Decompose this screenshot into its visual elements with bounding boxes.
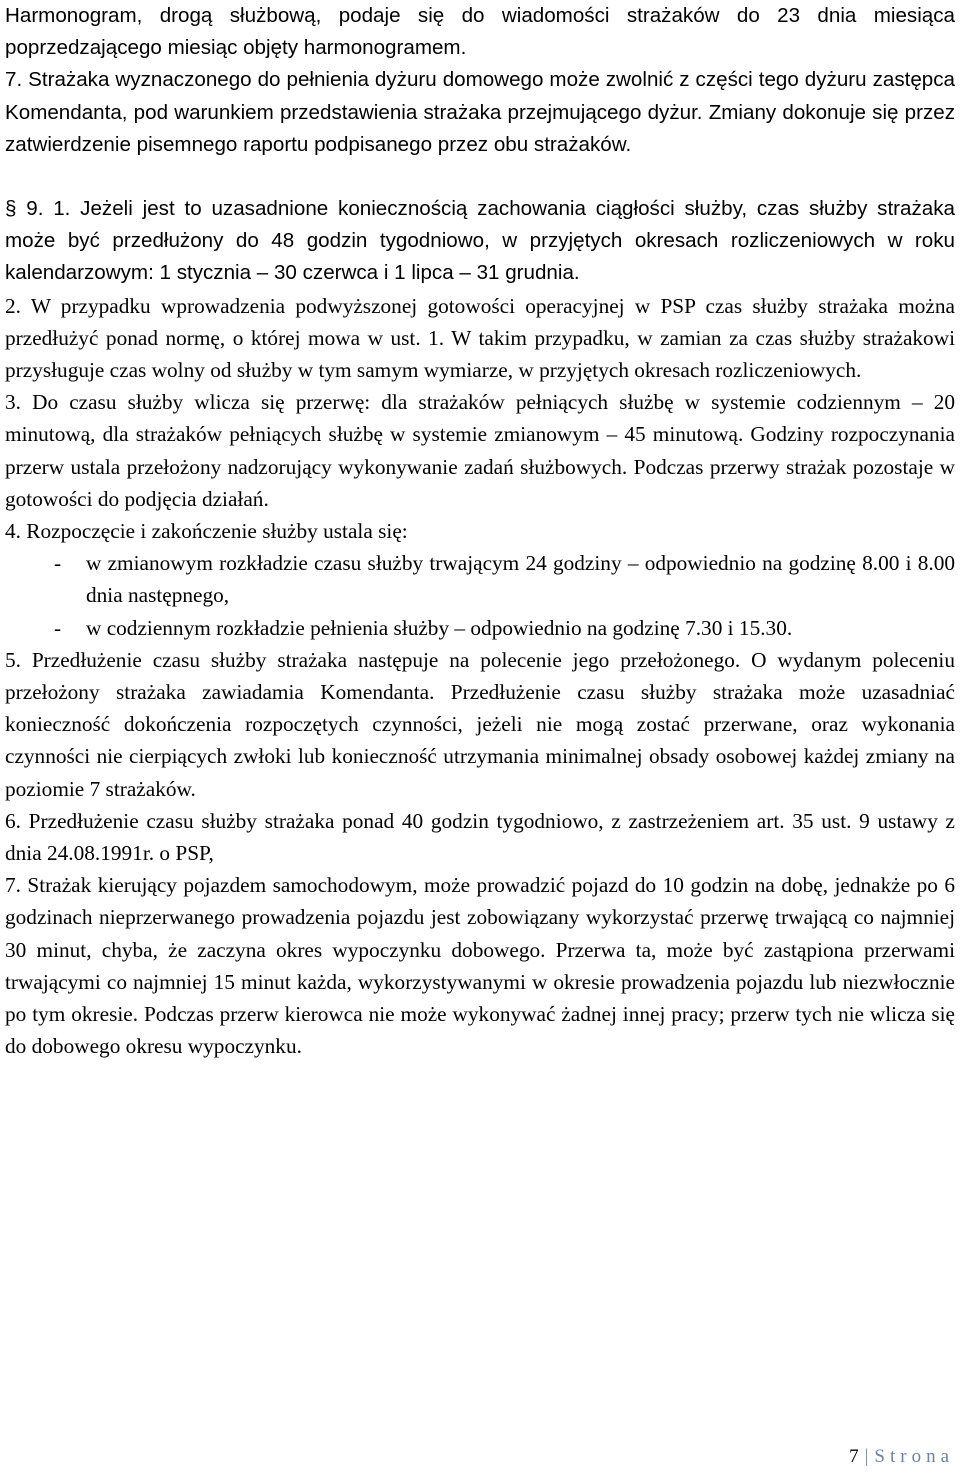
paragraph-harmonogram: Harmonogram, drogą służbową, podaje się do wiadomości strażaków do 23 dnia miesiąca poprzedzającego miesiąc objęty harmonogramem. <box>5 4 955 60</box>
section-9-paragraph-7: 7. Strażak kierujący pojazdem samochodowym, może prowadzić pojazd do 10 godzin na dobę, jednakże po 6 godzinach nieprzerwanego prowadzenia pojazdu jest zobowiązany wykorzystać przerwę trwającą co najmniej 30 minut, chyba, że zaczyna okres wypoczynku dobowego. Przerwa ta, może być zastąpiona przerwami trwającymi co najmniej 15 minut każda, wykorzystywanymi w okresie prowadzenia pojazdu lub niezwłocznie po tym okresie. Podczas przerw kierowca nie może wykonywać żadnej innej pracy; przerw tych nie wlicza się do dobowego okresu wypoczynku. <box>5 873 955 1059</box>
list-item-text: w codziennym rozkładzie pełnienia służby – odpowiednio na godzinę 7.30 i 15.30. <box>86 615 793 640</box>
page-footer <box>849 1446 954 1468</box>
section-9-paragraph-3: 3. Do czasu służby wlicza się przerwę: dla strażaków pełniących służbę w systemie codziennym – 20 minutową, dla strażaków pełniących służbę w systemie zmianowym – 45 minutową. Godziny rozpoczynania przerw ustala przełożony nadzorujący wykonywanie zadań służbowych. Podczas przerwy strażak pozostaje w gotowości do podjęcia działań. <box>5 390 955 511</box>
section-9-paragraph-2: 2. W przypadku wprowadzenia podwyższonej gotowości operacyjnej w PSP czas służby strażaka można przedłużyć ponad normę, o której mowa w ust. 1. W takim przypadku, w zamian za czas służby strażakowi przysługuje czas wolny od służby w tym samym wymiarze, w przyjętych okresach rozliczeniowych. <box>5 293 955 383</box>
document-page <box>5 0 955 1063</box>
section-9-paragraph-6: 6. Przedłużenie czasu służby strażaka ponad 40 godzin tygodniowo, z zastrzeżeniem art. 35 ust. 9 ustawy z dnia 24.08.1991r. o PSP, <box>5 808 955 866</box>
dash-marker: - <box>54 615 62 640</box>
section-9-paragraph-1: § 9. 1. Jeżeli jest to uzasadnione koniecznością zachowania ciągłości służby, czas służby strażaka może być przedłużony do 48 godzin tygodniowo, w przyjętych okresach rozliczeniowych w roku kalendarzowym: 1 stycznia – 30 czerwca i 1 lipca – 31 grudnia. <box>5 197 955 285</box>
footer-separator: | <box>864 1446 869 1467</box>
list-item <box>5 547 955 611</box>
paragraph-7-dyzur-domowy: 7. Strażaka wyznaczonego do pełnienia dyżuru domowego może zwolnić z części tego dyżuru zastępca Komendanta, pod warunkiem przedstawienia strażaka przejmującego dyżur. Zmiany dokonuje się przez zatwierdzenie pisemnego raportu podpisanego przez obu strażaków. <box>5 68 955 156</box>
page-number: 7 <box>849 1446 859 1467</box>
list-item-text: w zmianowym rozkładzie czasu służby trwającym 24 godziny – odpowiednio na godzinę 8.00 i 8.00 dnia następnego, <box>86 551 955 608</box>
section-9-paragraph-4: 4. Rozpoczęcie i zakończenie służby ustala się: <box>5 519 408 544</box>
paragraph-gap <box>5 161 955 193</box>
list-item <box>5 612 955 644</box>
dash-marker: - <box>54 551 62 576</box>
section-9-paragraph-5: 5. Przedłużenie czasu służby strażaka następuje na polecenie jego przełożonego. O wydanym poleceniu przełożony strażaka zawiadamia Komendanta. Przedłużenie czasu służby strażaka może uzasadniać konieczność dokończenia rozpoczętych czynności, jeżeli nie mogą zostać przerwane, oraz wykonania czynności nie cierpiących zwłoki lub konieczność utrzymania minimalnej obsady osobowej każdej zmiany na poziomie 7 strażaków. <box>5 647 955 801</box>
footer-page-label: Strona <box>874 1446 954 1467</box>
